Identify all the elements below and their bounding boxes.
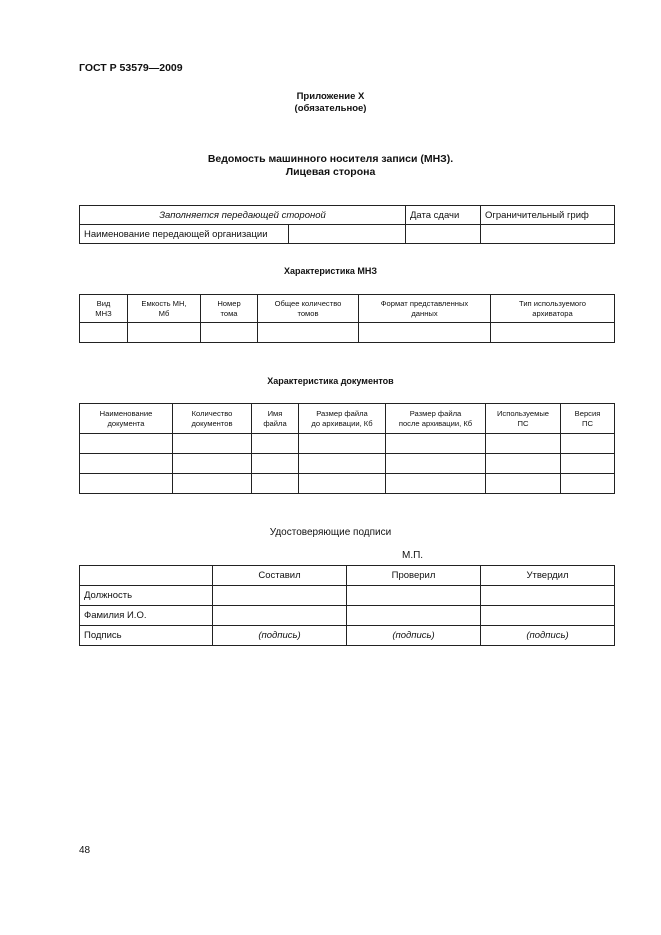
org-name-label: Наименование передающей организации [80, 225, 289, 244]
signature-hint: (подпись) [347, 626, 481, 646]
document-title: Ведомость машинного носителя записи (МНЗ). [207, 153, 454, 165]
docs-col-name: Наименование документа [80, 404, 173, 434]
mnz-col-volume-count: Общее количество томов [258, 295, 359, 323]
appendix-note: (обязательное) [294, 103, 367, 114]
mnz-table [79, 294, 615, 343]
mnz-col-volume-number: Номер тома [201, 295, 258, 323]
mnz-col-capacity: Емкость МН, Мб [128, 295, 201, 323]
restriction-label: Ограничительный гриф [481, 206, 615, 225]
sender-table [79, 205, 615, 244]
date-value [406, 225, 481, 244]
docs-col-size-before: Размер файла до архивации, Кб [299, 404, 386, 434]
filled-by-cell: Заполняется передающей стороной [80, 206, 406, 225]
table-row [80, 586, 615, 606]
docs-section-title: Характеристика документов [267, 376, 394, 386]
mnz-col-archiver: Тип используемого архиватора [491, 295, 615, 323]
table-row [80, 606, 615, 626]
appendix-title: Приложение Х [296, 91, 365, 102]
docs-table [79, 403, 615, 494]
table-row [80, 626, 615, 646]
docs-col-version: Версия ПС [561, 404, 615, 434]
table-row [80, 323, 615, 343]
mnz-col-type: Вид МНЗ [80, 295, 128, 323]
table-row [80, 474, 615, 494]
docs-col-filename: Имя файла [252, 404, 299, 434]
signatures-title: Удостоверяющие подписи [269, 527, 392, 538]
date-label: Дата сдачи [406, 206, 481, 225]
row-signature-label: Подпись [80, 626, 213, 646]
col-composed: Составил [213, 566, 347, 586]
mnz-col-data-format: Формат представленных данных [359, 295, 491, 323]
table-row [80, 454, 615, 474]
col-checked: Проверил [347, 566, 481, 586]
seal-label: М.П. [402, 550, 424, 561]
row-fullname-label: Фамилия И.О. [80, 606, 213, 626]
table-row [80, 434, 615, 454]
standard-number: ГОСТ Р 53579—2009 [79, 62, 183, 74]
signatures-table [79, 565, 615, 646]
mnz-section-title: Характеристика МНЗ [283, 266, 378, 276]
page-number: 48 [79, 845, 91, 856]
signature-hint: (подпись) [481, 626, 615, 646]
docs-col-size-after: Размер файла после архивации, Кб [386, 404, 486, 434]
restriction-value [481, 225, 615, 244]
row-position-label: Должность [80, 586, 213, 606]
col-approved: Утвердил [481, 566, 615, 586]
docs-col-software: Используемые ПС [486, 404, 561, 434]
signature-hint: (подпись) [213, 626, 347, 646]
document-subtitle: Лицевая сторона [285, 166, 376, 178]
org-name-value [289, 225, 406, 244]
docs-col-count: Количество документов [173, 404, 252, 434]
